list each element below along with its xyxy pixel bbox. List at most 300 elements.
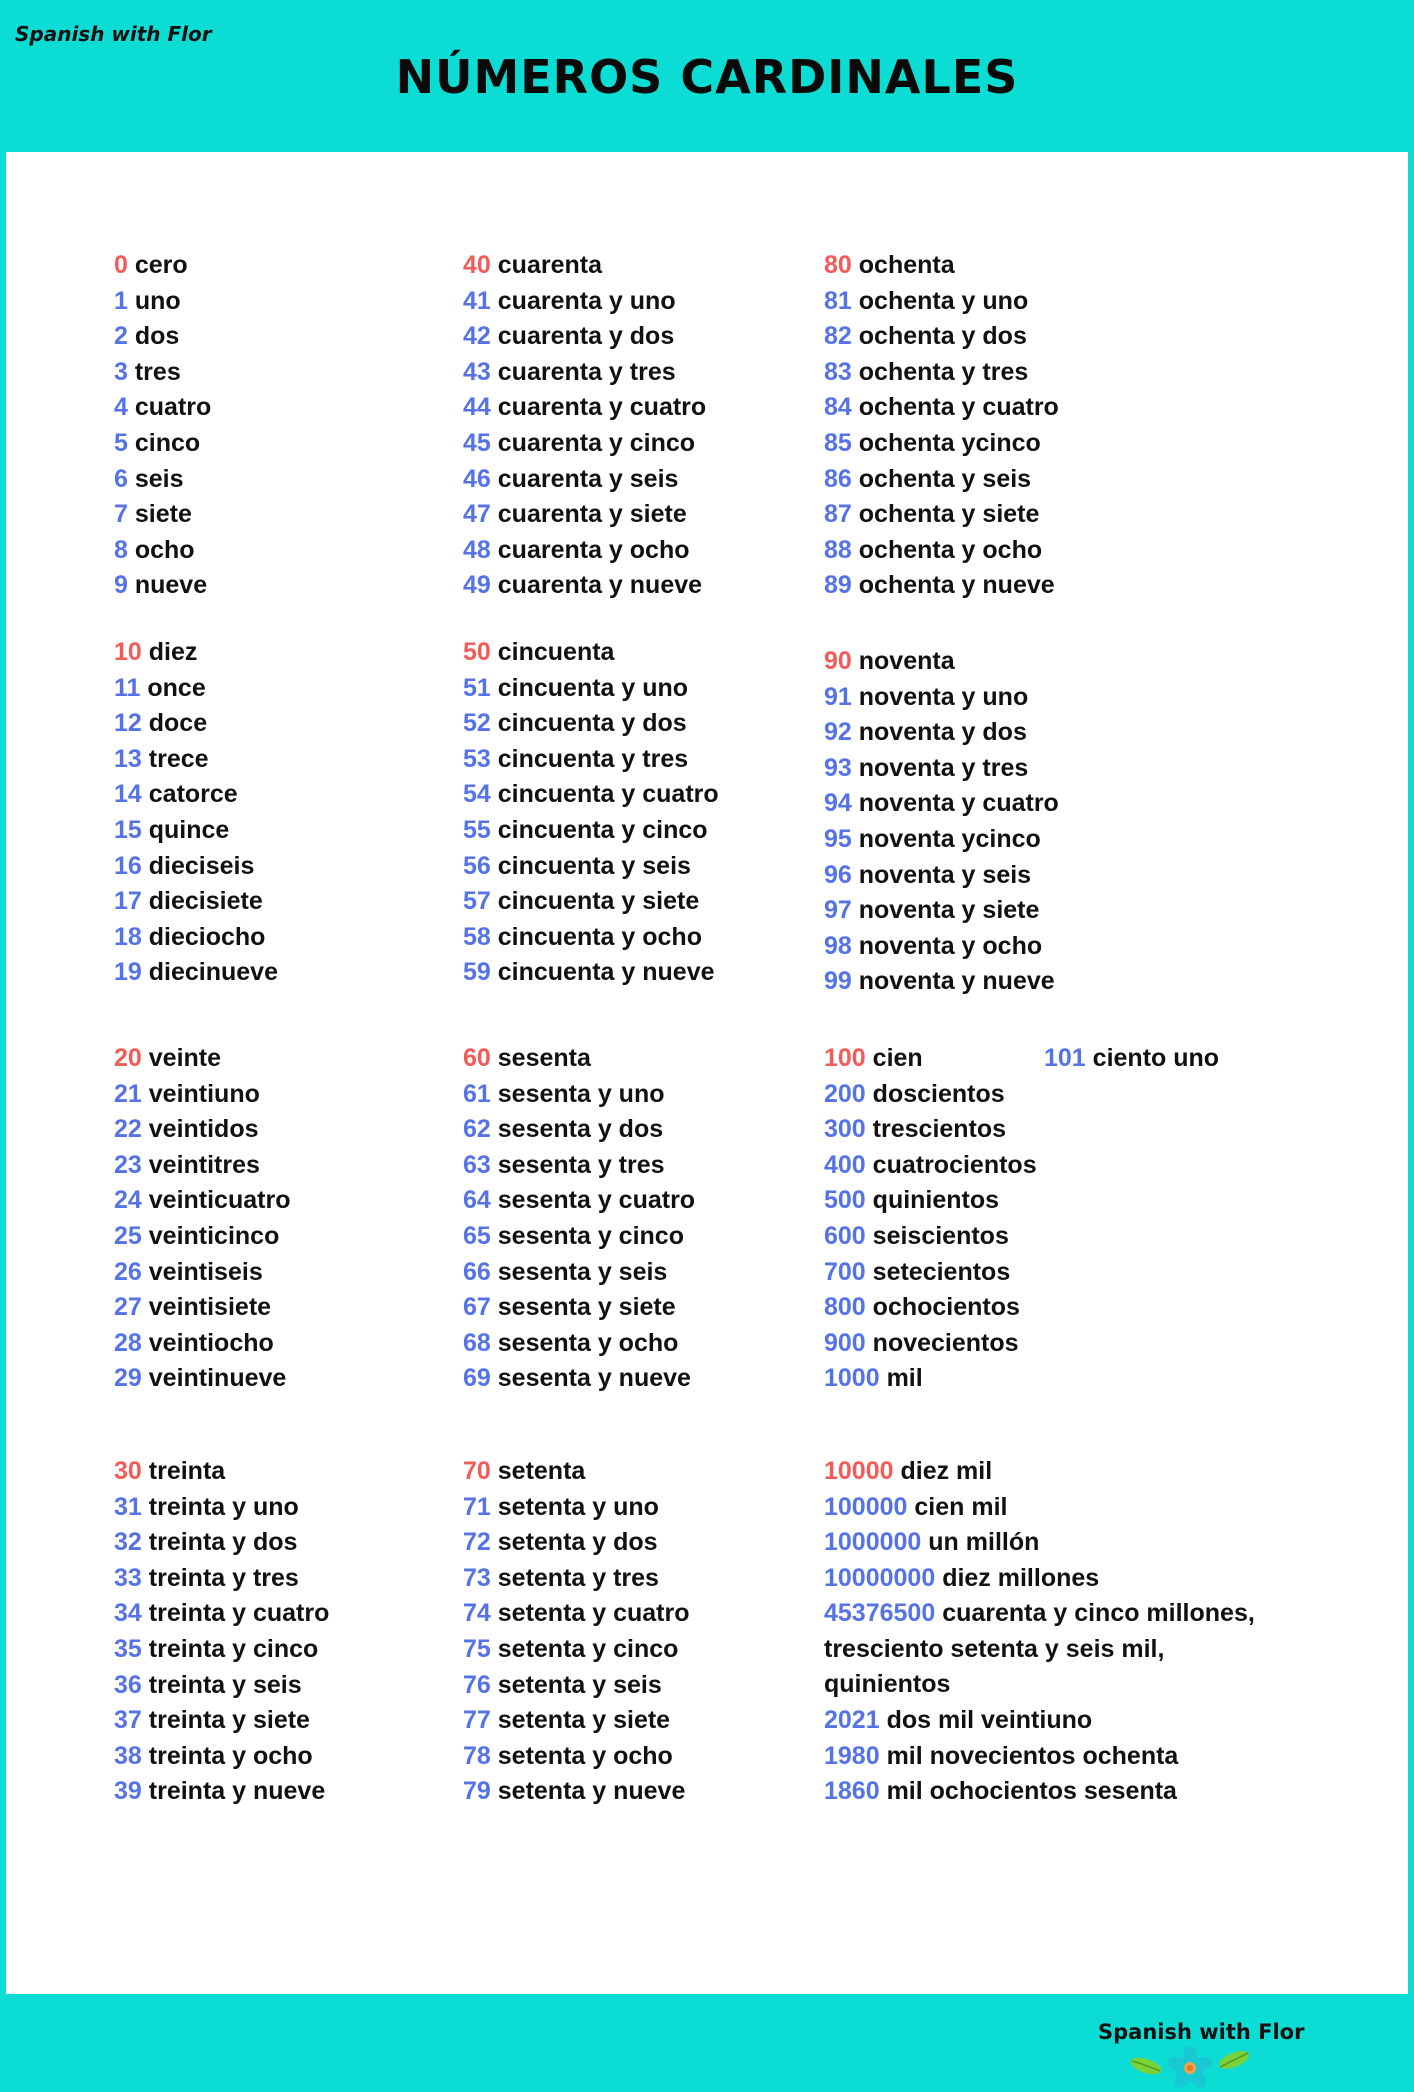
- leaf-right-icon: [1217, 2048, 1252, 2073]
- number-digits: 35: [114, 1634, 142, 1663]
- number-words: ochenta y nueve: [858, 571, 1055, 600]
- number-digits: 1980: [824, 1741, 880, 1770]
- long-number-line: [824, 1596, 1255, 1632]
- number-entry: [824, 1525, 1099, 1561]
- number-words: mil: [886, 1364, 923, 1393]
- number-words: setenta: [497, 1457, 586, 1485]
- number-digits: 0: [114, 251, 128, 279]
- number-digits: 14: [114, 780, 142, 809]
- number-digits: 36: [114, 1670, 142, 1699]
- number-words: setecientos: [872, 1257, 1011, 1286]
- number-entry: [463, 355, 706, 391]
- number-words: uno: [134, 286, 181, 315]
- number-words: veintinueve: [148, 1364, 287, 1393]
- number-entry: [114, 1183, 290, 1219]
- number-entry: [824, 893, 1059, 929]
- number-entry: [824, 1112, 1037, 1148]
- number-words: tresciento setenta y seis mil,: [824, 1634, 1165, 1663]
- number-digits: 44: [463, 393, 491, 422]
- number-digits: 1000000: [824, 1528, 922, 1557]
- number-group: [824, 1703, 1178, 1810]
- number-digits: 88: [824, 535, 852, 564]
- number-digits: 800: [824, 1293, 866, 1322]
- number-group: [463, 1454, 690, 1810]
- number-digits: 40: [463, 251, 491, 279]
- number-group: [463, 635, 719, 991]
- number-digits: 61: [463, 1079, 491, 1108]
- number-words: quinientos: [824, 1670, 951, 1699]
- number-words: once: [147, 673, 206, 702]
- number-words: veinte: [148, 1044, 222, 1072]
- number-entry: [114, 1739, 329, 1775]
- number-words: cincuenta y nueve: [497, 958, 715, 987]
- number-digits: 85: [824, 428, 852, 457]
- number-entry: [463, 884, 719, 920]
- number-words: cuarenta y tres: [497, 357, 676, 386]
- long-number-line: [824, 1632, 1255, 1668]
- number-entry: [114, 568, 211, 604]
- long-number-line: [824, 1667, 1255, 1703]
- number-words: cuatro: [134, 393, 212, 422]
- number-digits: 11: [114, 673, 141, 702]
- number-digits: 1860: [824, 1777, 880, 1806]
- number-digits: 200: [824, 1079, 866, 1108]
- number-entry: [114, 1596, 329, 1632]
- number-words: setenta y seis: [497, 1670, 662, 1699]
- number-words: cincuenta y siete: [497, 887, 700, 916]
- number-entry: [114, 706, 278, 742]
- number-words: treinta y uno: [148, 1492, 299, 1521]
- number-words: sesenta y seis: [497, 1257, 668, 1286]
- number-digits: 66: [463, 1257, 491, 1286]
- number-digits: 87: [824, 500, 852, 529]
- number-entry: [463, 284, 706, 320]
- number-digits: 41: [463, 286, 491, 315]
- number-digits: 95: [824, 824, 852, 853]
- number-words: quinientos: [872, 1186, 1000, 1215]
- number-words: ochenta y dos: [858, 322, 1027, 351]
- number-digits: 50: [463, 638, 491, 666]
- number-words: noventa y nueve: [858, 967, 1055, 996]
- number-digits: 15: [114, 815, 142, 844]
- number-entry: [463, 635, 719, 671]
- number-entry: [463, 1326, 695, 1362]
- number-digits: 52: [463, 709, 491, 738]
- number-entry: [824, 1183, 1037, 1219]
- number-entry: [824, 1361, 1037, 1397]
- number-entry: [114, 1703, 329, 1739]
- number-entry: [114, 1326, 290, 1362]
- number-entry: [463, 1361, 695, 1397]
- number-entry: [824, 715, 1059, 751]
- number-digits: 32: [114, 1528, 142, 1557]
- number-group: [463, 248, 706, 604]
- number-entry: [824, 497, 1059, 533]
- number-digits: 67: [463, 1293, 491, 1322]
- number-digits: 6: [114, 464, 128, 493]
- number-entry: [463, 1668, 690, 1704]
- number-words: mil ochocientos sesenta: [886, 1777, 1177, 1806]
- number-entry: [824, 1490, 1099, 1526]
- number-group: [824, 1041, 1037, 1397]
- number-words: cuatrocientos: [872, 1150, 1037, 1179]
- number-entry: [114, 849, 278, 885]
- number-digits: 18: [114, 922, 142, 951]
- number-digits: 10000000: [824, 1563, 936, 1592]
- number-words: sesenta y tres: [497, 1150, 665, 1179]
- number-digits: 45376500: [824, 1599, 936, 1627]
- number-entry: [824, 1454, 1099, 1490]
- number-digits: 97: [824, 896, 852, 925]
- number-entry: [463, 920, 719, 956]
- number-words: ochenta y uno: [858, 286, 1029, 315]
- number-words: siete: [134, 500, 192, 529]
- number-digits: 69: [463, 1364, 491, 1393]
- number-words: treinta y tres: [148, 1563, 299, 1592]
- number-entry: [114, 1219, 290, 1255]
- number-words: treinta y cinco: [148, 1634, 319, 1663]
- number-entry: [114, 1077, 290, 1113]
- number-words: cincuenta y cinco: [497, 815, 708, 844]
- number-words: diez: [148, 638, 198, 666]
- number-digits: 1: [114, 286, 128, 315]
- number-words: ochenta y cuatro: [858, 393, 1059, 422]
- number-entry: [463, 849, 719, 885]
- number-digits: 76: [463, 1670, 491, 1699]
- number-entry: [114, 1668, 329, 1704]
- number-words: catorce: [148, 780, 238, 809]
- number-entry: [824, 1290, 1037, 1326]
- number-words: novecientos: [872, 1328, 1019, 1357]
- number-words: ochenta y ocho: [858, 535, 1043, 564]
- number-words: diez millones: [942, 1563, 1100, 1592]
- number-digits: 10: [114, 638, 142, 666]
- number-digits: 81: [824, 286, 852, 315]
- number-words: noventa: [858, 647, 955, 675]
- number-words: treinta y dos: [148, 1528, 298, 1557]
- number-entry: [824, 964, 1059, 1000]
- number-digits: 4: [114, 393, 128, 422]
- number-entry: [824, 568, 1059, 604]
- number-entry: [463, 1774, 690, 1810]
- number-entry: [463, 1525, 690, 1561]
- number-digits: 51: [463, 673, 491, 702]
- number-words: noventa ycinco: [858, 824, 1041, 853]
- number-digits: 62: [463, 1115, 491, 1144]
- number-digits: 49: [463, 571, 491, 600]
- number-entry: [463, 742, 719, 778]
- number-words: cuarenta y cinco: [497, 428, 696, 457]
- number-entry: [114, 777, 278, 813]
- number-digits: 34: [114, 1599, 142, 1628]
- number-digits: 101: [1044, 1044, 1086, 1072]
- flower-logo-icon: [1124, 2046, 1258, 2092]
- number-entry: [463, 1255, 695, 1291]
- number-words: tres: [134, 357, 181, 386]
- number-digits: 39: [114, 1777, 142, 1806]
- number-entry: [114, 671, 278, 707]
- number-entry: [824, 426, 1059, 462]
- number-words: sesenta: [497, 1044, 591, 1072]
- number-words: un millón: [928, 1528, 1040, 1557]
- number-entry: [463, 1632, 690, 1668]
- number-entry: [824, 929, 1059, 965]
- number-digits: 9: [114, 571, 128, 600]
- number-words: veintiseis: [148, 1257, 263, 1286]
- number-words: sesenta y nueve: [497, 1364, 691, 1393]
- number-words: mil novecientos ochenta: [886, 1741, 1179, 1770]
- number-entry: [114, 533, 211, 569]
- number-group: [824, 644, 1059, 1000]
- number-digits: 70: [463, 1457, 491, 1485]
- number-entry: [114, 1041, 290, 1077]
- number-words: quince: [148, 815, 230, 844]
- number-words: seiscientos: [872, 1221, 1009, 1250]
- number-words: cincuenta y dos: [497, 709, 687, 738]
- number-words: doce: [148, 709, 208, 738]
- number-digits: 12: [114, 709, 142, 738]
- content-panel: [6, 152, 1408, 2044]
- number-words: sesenta y siete: [497, 1293, 676, 1322]
- number-words: cinco: [134, 428, 201, 457]
- number-digits: 82: [824, 322, 852, 351]
- number-entry: [824, 680, 1059, 716]
- number-entry: [463, 390, 706, 426]
- number-digits: 60: [463, 1044, 491, 1072]
- number-digits: 13: [114, 744, 142, 773]
- number-group: [824, 248, 1059, 604]
- number-entry: [824, 248, 1059, 284]
- number-entry: [114, 1490, 329, 1526]
- number-words: sesenta y cinco: [497, 1221, 684, 1250]
- number-entry: [463, 1183, 695, 1219]
- number-words: setenta y siete: [497, 1706, 671, 1735]
- number-digits: 93: [824, 753, 852, 782]
- number-digits: 100000: [824, 1492, 908, 1521]
- number-entry: [114, 462, 211, 498]
- number-words: diez mil: [900, 1457, 993, 1485]
- number-words: treinta y ocho: [148, 1741, 313, 1770]
- number-words: nueve: [134, 571, 208, 600]
- number-digits: 48: [463, 535, 491, 564]
- number-entry: [463, 777, 719, 813]
- footer-brand-name: Spanish with Flor: [1098, 2020, 1305, 2044]
- number-digits: 300: [824, 1115, 866, 1144]
- number-entry: [824, 1219, 1037, 1255]
- number-entry: [114, 1148, 290, 1184]
- number-entry: [463, 1596, 690, 1632]
- number-digits: 29: [114, 1364, 142, 1393]
- number-words: veintiuno: [148, 1079, 260, 1108]
- number-words: cuarenta y seis: [497, 464, 679, 493]
- number-words: veintisiete: [148, 1293, 272, 1322]
- number-digits: 2021: [824, 1706, 880, 1734]
- number-digits: 38: [114, 1741, 142, 1770]
- number-digits: 54: [463, 780, 491, 809]
- number-digits: 42: [463, 322, 491, 351]
- number-digits: 47: [463, 500, 491, 529]
- number-digits: 94: [824, 789, 852, 818]
- number-entry: [824, 1739, 1178, 1775]
- number-entry: [463, 706, 719, 742]
- number-digits: 3: [114, 357, 128, 386]
- number-entry: [114, 813, 278, 849]
- number-digits: 25: [114, 1221, 142, 1250]
- number-words: cincuenta: [497, 638, 615, 666]
- number-digits: 31: [114, 1492, 142, 1521]
- number-words: cuarenta y cinco millones,: [942, 1599, 1255, 1627]
- number-entry: [463, 1290, 695, 1326]
- number-digits: 98: [824, 931, 852, 960]
- number-digits: 26: [114, 1257, 142, 1286]
- number-words: veinticinco: [148, 1221, 280, 1250]
- number-digits: 99: [824, 967, 852, 996]
- number-digits: 600: [824, 1221, 866, 1250]
- number-entry: [114, 1112, 290, 1148]
- number-digits: 56: [463, 851, 491, 880]
- number-digits: 900: [824, 1328, 866, 1357]
- number-entry-101: [1044, 1041, 1219, 1077]
- number-digits: 27: [114, 1293, 142, 1322]
- number-digits: 58: [463, 922, 491, 951]
- number-words: ochenta ycinco: [858, 428, 1041, 457]
- number-digits: 37: [114, 1706, 142, 1735]
- number-words: setenta y ocho: [497, 1741, 673, 1770]
- number-entry: [824, 462, 1059, 498]
- number-words: sesenta y dos: [497, 1115, 664, 1144]
- number-entry: [824, 533, 1059, 569]
- number-group: [114, 248, 211, 604]
- number-entry: [824, 390, 1059, 426]
- number-digits: 2: [114, 322, 128, 351]
- number-words: treinta y nueve: [148, 1777, 326, 1806]
- number-entry: [824, 1703, 1178, 1739]
- number-digits: 63: [463, 1150, 491, 1179]
- number-digits: 84: [824, 393, 852, 422]
- number-words: setenta y tres: [497, 1563, 659, 1592]
- number-words: cuarenta: [497, 251, 602, 279]
- number-entry: [114, 1454, 329, 1490]
- number-words: noventa y siete: [858, 896, 1040, 925]
- number-digits: 53: [463, 744, 491, 773]
- number-words: cincuenta y cuatro: [497, 780, 719, 809]
- number-words: setenta y cinco: [497, 1634, 679, 1663]
- number-digits: 400: [824, 1150, 866, 1179]
- number-entry: [114, 1361, 290, 1397]
- number-words: cien: [872, 1044, 923, 1072]
- number-entry: [114, 248, 211, 284]
- number-words: treinta: [148, 1457, 226, 1485]
- number-words: cincuenta y uno: [497, 673, 689, 702]
- number-entry: [463, 248, 706, 284]
- number-digits: 92: [824, 718, 852, 747]
- number-digits: 700: [824, 1257, 866, 1286]
- number-digits: 28: [114, 1328, 142, 1357]
- number-group: [114, 1454, 329, 1810]
- number-words: doscientos: [872, 1079, 1005, 1108]
- number-entry: [824, 644, 1059, 680]
- number-entry: [114, 1290, 290, 1326]
- number-entry: [463, 1041, 695, 1077]
- number-entry: [463, 1112, 695, 1148]
- number-words: ochenta y tres: [858, 357, 1029, 386]
- number-words: sesenta y uno: [497, 1079, 665, 1108]
- number-entry: [463, 955, 719, 991]
- number-entry: [824, 284, 1059, 320]
- number-entry: [463, 319, 706, 355]
- number-words: dieciocho: [148, 922, 266, 951]
- number-digits: 100: [824, 1044, 866, 1072]
- number-digits: 21: [114, 1079, 142, 1108]
- number-digits: 96: [824, 860, 852, 889]
- number-digits: 500: [824, 1186, 866, 1215]
- number-words: treinta y siete: [148, 1706, 310, 1735]
- number-digits: 45: [463, 428, 491, 457]
- header-banner: [0, 0, 1414, 152]
- number-words: cuarenta y cuatro: [497, 393, 707, 422]
- number-words: seis: [134, 464, 184, 493]
- number-digits: 43: [463, 357, 491, 386]
- number-words: treinta y cuatro: [148, 1599, 330, 1628]
- number-words: diecinueve: [148, 958, 278, 987]
- number-entry: [114, 955, 278, 991]
- number-digits: 5: [114, 428, 128, 457]
- number-digits: 59: [463, 958, 491, 987]
- number-digits: 46: [463, 464, 491, 493]
- number-words: cuarenta y ocho: [497, 535, 690, 564]
- number-entry: [114, 742, 278, 778]
- number-words: noventa y ocho: [858, 931, 1043, 960]
- number-words: cuarenta y dos: [497, 322, 675, 351]
- number-words: veintitres: [148, 1150, 260, 1179]
- number-entry: [824, 1148, 1037, 1184]
- number-digits: 10000: [824, 1457, 894, 1485]
- number-entry: [463, 426, 706, 462]
- number-words: veintiocho: [148, 1328, 274, 1357]
- number-words: cuarenta y nueve: [497, 571, 703, 600]
- number-digits: 78: [463, 1741, 491, 1770]
- number-words: noventa y dos: [858, 718, 1027, 747]
- number-digits: 16: [114, 851, 142, 880]
- number-entry: [463, 497, 706, 533]
- number-digits: 79: [463, 1777, 491, 1806]
- number-group: [114, 635, 278, 991]
- number-words: noventa y uno: [858, 682, 1029, 711]
- number-digits: 33: [114, 1563, 142, 1592]
- number-group: [824, 1454, 1099, 1596]
- number-entry: [824, 1255, 1037, 1291]
- number-words: cincuenta y seis: [497, 851, 691, 880]
- number-entry: [463, 462, 706, 498]
- number-words: dieciseis: [148, 851, 255, 880]
- number-entry: [463, 1561, 690, 1597]
- number-digits: 74: [463, 1599, 491, 1628]
- number-entry: [463, 1219, 695, 1255]
- number-entry: [114, 426, 211, 462]
- number-digits: 68: [463, 1328, 491, 1357]
- number-group: [463, 1041, 695, 1397]
- number-digits: 72: [463, 1528, 491, 1557]
- number-digits: 23: [114, 1150, 142, 1179]
- number-words: setenta y cuatro: [497, 1599, 690, 1628]
- number-digits: 83: [824, 357, 852, 386]
- number-words: cuarenta y siete: [497, 500, 687, 529]
- number-entry: [824, 319, 1059, 355]
- number-entry: [114, 319, 211, 355]
- number-entry: [114, 1774, 329, 1810]
- number-entry: [824, 786, 1059, 822]
- number-words: trece: [148, 744, 209, 773]
